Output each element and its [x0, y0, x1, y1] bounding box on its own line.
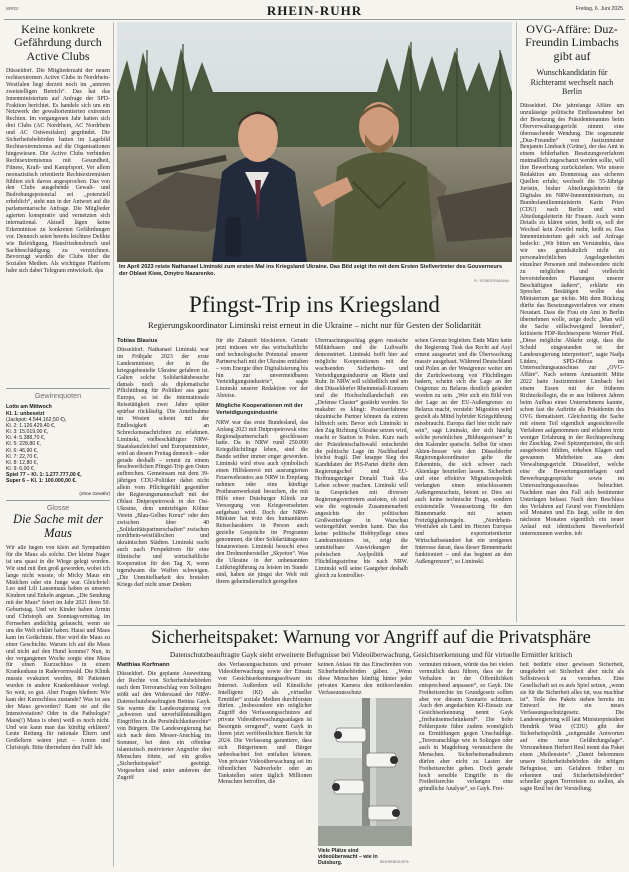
lotto-line: Kl. 8: 12,80 €, — [6, 459, 39, 466]
camera-photo-illustration — [318, 698, 412, 846]
lotto-top-rule — [6, 388, 110, 389]
main-author: Tobias Blasius — [117, 338, 158, 344]
glosse-body: Wir alle hegen von klein auf Sympathien für die Maus als solche. Der kleine Nager ist uns quasi in die Wiege gelegt worden. Wir sind mit ihm groß geworden, wobei ich lange nicht wusste, ob Micky Maus ein Mädchen oder ein Junge war. Gleichviel: Leo und Lili Lausemaus haben es unseren Kindern und Enkeln angetan. „Die Sendung mit der Maus“ feiert im Jahr 2021 ihren 50. Geburtstag. Und wir Kinder haben Armin und Christoph am Sonntagvormittag im Fernsehen andächtig gelauscht, wenn sie uns die Welt erklärt haben. Hausi und Maus kam im Gedächtnis. Hier wird die Maus zu einer Geschichte. Warum ich auf die Maus und nicht auf den Hund komme? Nun, in der vergangenen Woche sorgte eine Maus für einen Kurzschluss in einem Krankenhaus in Radevormwald. Die Klinik musste evakuiert werden, 80 Patienten wurden in andere Krankenhäuser verlegt. So weit, so gut. Aber Fragen bleiben: Wie kam der Kurzschluss zustande? Was ist aus der Maus geworden? Kam sie auf die Intensivstation? Oder in die Pathologie? Maus(!) Maus is oben) weiß es noch nicht. Und wie kann man das künftig erklären? Leute Rettung für rationale Eltern und Großeltern wären jetzt – Armin und Christoph. Bitte übernehmt den Fall! hds — [6, 545, 110, 752]
masthead-left-tag: WRGI — [6, 6, 19, 11]
lotto-subheading: Lotto am Mittwoch — [6, 404, 52, 410]
bottom-article-rule — [117, 625, 625, 626]
main-col-2-subhead: Mögliche Kooperationen mit der Verteidigungsindustrie — [216, 403, 303, 416]
main-photo-illustration — [117, 22, 512, 262]
bottom-headline: Sicherheitspaket: Warnung vor Angriff auf die Privatsphäre — [151, 628, 591, 648]
main-col-4: schen Grenze begleiten. Ende März hatte die Regierung Tusk das Recht auf Asyl erneut ausgesetzt und die Überwachung massiv ausgebaut. Während Deutschland und Polen an der Westgrenze weiter um die Zurückweisung von Flüchtlingen hadern, scheint sich die Lage an der Ostgrenze zu Belarus deutlich geändert worden zu sein. „Wer sich ein Bild von der Lage an der EU-Außengrenze zu Belarus macht, versteht: Migration wird gezielt als Mittel hybrider Kriegsführung missbraucht. Europa darf hier nicht naiv sein“, sagt Liminski, der sich häufig solche persönlichen „Bildungsreisen“ in den Kalender quetscht. Selbst für einen Akten-fresser wie den Düsseldorfer Regierungskoordinator gelte die Erkenntnis, die sich schwer nach Aktenlage beurteilen lassen. Sicherheit und eine effektive Migrationspolitik verlangten einen entschlossenen Außengrenzschutz, betont er. Dies sei auch keine technische Frage, sondern existenzielle Voraussetzung für den Binnenmarkt mit seinen Freizügigkeitsregeln. „Nordrhein-Westfalen als Land im Herzen Europas und exportorientierter Wirtschaftsstandort hat ein ureigenes Interesse daran, dass dieser Binnenmarkt funktioniert – und das beginnt an den Außengrenzen“, so Liminski. — [415, 338, 512, 565]
lotto-line: Kl. 6: 46,90 €, — [6, 447, 39, 454]
bottom-col-2: des Verfassungsschutzes und privater Videoüberwachung sowie der Einsatz von Gesichtserkennungssoftware im Internet. Außerdem soll Künstliche Intelligenz (KI) als „virtueller Ermittler“ soziale Medien durchforsten dürfen. „Insbesondere ein möglicher Zugriff des Verfassungsschutzes auf private Videoüberwachungsanlagen ist Besorgnis erregend“, warnt Gayk in ihrem jetzt veröffentlichten Bericht für 2024. Die Verfassung garantiere, dass sich Bürgerinnen und Bürger unbeobachtet frei entfalten können. Von privater Videoüberwachung sei im öffentlichen Nahverkehr oder an Tankstellen seien täglich Millionen Menschen betroffen, die — [218, 662, 312, 786]
lotto-line: Kl. 4: 5.388,70 €, — [6, 435, 46, 442]
lotto-line: Spiel 77 – Kl. 1: 1.277.777,00 €, — [6, 471, 82, 478]
bottom-col-1: Düsseldorf. Die geplante Ausweitung der Rechte von Sicherheitsbehörden nach dem Terroranschlag von Solingen stößt auf den Widerstand der NRW-Datenschutzbeauftragten Bettina Gayk. Sie warnte die Landesregierung vor „schweren und unverhältnismäßigen Eingriffen in die Persönlichkeitsrechte“ von Bürgern. Die Landesregierung hat sich nach dem Messer-Anschlag im Sommer, bei dem ein offenbar islamistisch motivierter Angreifer drei Menschen tötete, auf ein großes „Sicherheitspaket“ geeinigt. Vorgesehen sind unter anderem der Zugriff — [117, 671, 211, 781]
bottom-subheadline: Datenschutzbeauftragte Gayk sieht erweiterte Befugnisse bei Videoüberwachung, Gesichtserkennung und für virtuelle Ermittler kritisch — [169, 650, 573, 659]
bottom-col-4: vermuten müssen, würde das bei vielen vermutlich dazu führen, dass sie ihr Verhalten in der Öffentlichkeit entsprechend anpassen“, so Gayk. Die Freiheitsrechte im Grundgesetz sollten aber vor diesem Szenario schützen. Auch den angedachten KI-Einsatz zur Gesichtserkennung nennt Gayk „freiheitseinschränkend“. Die hohe Fehlerquote führe zudem womöglich zu Ermittlungen gegen Unschuldige. „Terroranschläge wie in Solingen oder auch in Magdeburg verunsichern die Menschen. Sicherheitsmaßnahmen dürfen aber nicht zu Lasten der Freiheitsrechte gehen. Doch gerade hoch sensible Eingriffe in die Freiheitsrechte verlangen eine gründliche Analyse“, so Gayk. Frei- — [419, 662, 513, 793]
bottom-col-5: heit bedürfe einer gewissen Sicherheit, umgekehrt sei Sicherheit aber nicht als Selbstzweck zu verstehen. Eine Gesellschaft sei es aufs Spiel setzen, „wenn sie für die Sicherheit alles tut, was machbar ist“. Teile des Pakets stehen bereits im Entwurf für ein neues Verfassungsschutzgesetz. Die Landesregierung will laut Ministerpräsident Hendrik Wüst (CDU) gibt der Sicherheitspolitik „zeitgemäße Antworten auf eine neue Gefährdungslage“. Vorzunehmen Herbert Reul nennt das Paket einen „Meilenstein“. „Damit bekommen unsere Sicherheitsbehörden die nötigen Befugnisse, um Gefahren früher zu erkennen und Sicherheitsbehörden“ schneller gegen Terroristen zu stellen, als sagte Reul bei der Vorstellung. — [520, 662, 624, 793]
main-photo-credit: R. SONDERMANN — [474, 279, 509, 283]
lotto-line: Kl. 9: 6,00 €, — [6, 465, 36, 472]
bottom-col-3: keinen Anlass für das Einschreiten von Sicherheitsbehörden gäben. „Wenn diese Menschen künftig hinter jeder privaten Kamera den mithorchenden Verfassungsschutz — [318, 662, 412, 694]
main-photo-caption-text: Im April 2023 reiste Nathanael Liminski zum ersten Mal ins Kriegsland Ukraine. Das Bild zeigt ihn mit dem Ersten Stellvertreter des Gouverneurs der Oblast Kiew, Dmytro Nazarenko. — [119, 264, 503, 277]
glosse-top-rule — [6, 500, 110, 501]
lotto-line: Kl. 5: 228,80 €, — [6, 441, 41, 448]
glosse-label: Glosse — [46, 503, 70, 512]
right-article-body: Düsseldorf. Die jahrelange Affäre um unzulässige politische Einflussnahme bei der Besetzung des Präsidentenamtes beim Oberverwaltungsgericht nimmt eine überraschende Wendung. Die sogenannte „Duz-Freundin“ von Justizminister Benjamin Limbach (Grüne), der das Amt in einem fehlerhaften Besetzungsverfahren mutmaßlich zugeschanzt werden sollte, will ihre Bewerbung zurückziehen. Wie unsere Redaktion am Donnerstag aus sicheren Quellen erfuhr, wechselt die 55-Jährige Juristin, bisher Abteilungsleiterin für Digitales im NRW-Innenministerium, zu Bundesfamilienministerin Karin Prien (CDU) nach Berlin und wird Abteilungsleiterin für Frauen. Auch wenn Details zu klären seien, heißt es, soll der Wechsel kein Zweifel mehr, heißt es. Das Innenministerium gab sich auf Anfrage bedeckt: „Wir bitten um Verständnis, dass wir uns grundsätzlich nicht zu personalrechtlichen Angelegenheiten einzelner Personen und insbesondere nicht zu möglichen und vielleicht bevorstehenden Planungen unserer Beschäftigten äußern“, erklärte ein Sprecher. Bestätigen wollte das Ministerium gar nichts. Mit dem Rückzug dürfte das Besetzungsverfahren vor einem Neustart. Dass die Frau ein Amt in Berlin übernehmen wolle, zeige doch: „Man will die Sache stillschweigend beenden“, kritisierte FDP-Rechtsexperte Werner Pfeil. „Diese mögliche Abkehr zeigt, dass die Schuld eingestanden ist der Landesregierung interpretiert“, sagte Nadja Lüders, SPD-Obfrau im Untersuchungsausschuss zur „OVG-Affäre“. Nach seinem Amtsantritt Mitte 2022 hatte Justizminister Limbach bei einem Essen mit der früheren Richterkollegin, die er aus früheren Jahren beim Aufbau eines Unternehmens kannte, schon fast die Auftritte als Präsidentin des OVG thematisiert. Gleichzeitig die Sache mit einem Teil eigentlich angesichtsvolle Verfahren aufgenommen und erfahren trotz weniger Erfahrung in der Rechtsprechung der Zuschlag. Zwei Spitzenjuristen, die sich ausgebootet fühlten, erheben Klagen und gewannen Mehrheiten aus dem Verwaltungsgericht Düsseldorf, welche eine die Bewertungsunterlagen und Bewerbungsgespräche sowie im Untersuchungsausschuss beleuchtet. Nachdem man den Fall sich bestimmter Unterlagen befasst. Nach dem Beschluss des Verfahren auf Grund von Formfehlern soll Monaten und Eis liegt, sollte in den nächsten Monaten eigentlich ein neuer Anlauf mit identischem Bewerberfeld unternommen werden. tob — [520, 103, 624, 538]
right-headline: OVG-Affäre: Duz-Freundin Limbachs gibt auf — [525, 22, 619, 63]
main-col-3: Überraschungsschlag gegen russische Militärbasen und die Luftwaffe demonstriert. Liminski hofft hier auf mögliche Kooperationen mit der wachsenden Sicherheits- und Verteidigungsindustrie an Rhein und Ruhr. In NRW soll schließlich und um den Düsseldorfer Rheinmetall-Konzern und die Hochschullandschaft ein „Defense Cluster“ gestärkt werden. So makaber es klingt: Praxiserfahrene ukrainische Partner können da extrem hilfreich sein. Bevor sich Liminski in den Zug Richtung Ukraine setzen wird, macht er Station in Polen. Kurz nach der Präsidentschaftswahl entscheidet die politische Lage im Nachbarland höchst fragil. Der knappe Sieg des Kandidaten der PiS-Partei dürfte dem Regierungschef und EU-Hoffnungsträger Donald Tusk das Leben schwer machen. Liminski will in Gesprächen mit diversen Regierungsvertretern ausloten, ob und wie die regionale Zusammenarbeit angesichts der politischen Großwetterlage in Warschau weitergeführt werden kann. Das das keine politische Hobbypflege eines Landesministers ist, zeigt die unmittelbare Auswirkungen der polnischen Asylpolitik auf Flüchtlingsströme bis nach NRW. Liminski will seine Gastgeber deshalb gleich zu kontrollier- — [315, 338, 408, 579]
lotto-line: Kl. 2: 1.126.429,40 €, — [6, 423, 56, 430]
main-col-2-text: für die Zukunft blockieren. Gerade jetzt müssen wir das wirtschaftliche und technologische Potenzial unserer Partnerschaft mit der Ukraine entfalten – vom Energie über Digitalisierung bis hin zur unvermeidbaren Verteidigungsindustrie“, sagte Liminski unserer Redaktion vor der Abreise. — [216, 338, 308, 400]
glosse-headline: Die Sache mit der Maus — [13, 512, 103, 540]
camera-photo-caption: Viele Plätze sind videoüberwacht – wie in Duisburg. — [318, 848, 378, 867]
lotto-line: (Jackpot: 4.544.162,50 €), — [6, 417, 67, 424]
main-col-2b-text: NRW war das erste Bundesland, das Anfang 2023 mit Dnipropetrowsk eine Regionalpartnerschaft geschlossen hatte. Da in NRW rund 250.000 Kriegsflüchtlinge leben, sind die Bande seither immer enger geworden. Liminski wird etwa auch symbolisch einen Hilfskonvoi mit ausrangierten Feuerwehrautos aus NRW in Empfang nehmen oder eine künftige Prothesenwerkstatt besuchen, die mit Hilfe einer Duisburger Klinik zur Versorgung von Kriegsversehrten aufgebaut wird. Doch der NRW-Minister hat trotz des humanitären Reisecharakters in Person auch gezielte Gespräche im Programm genommen, die über Solidaritätsgesten hinausweisen. Liminski besucht etwa den Drohnenhersteller „Skyeton“. Was die Ukraine in der unbenannten Luftkriegführung zu leisten im Stande sind, haben sie jüngst der Welt mit ihrem geheimdienstlich geregelten — [216, 419, 308, 585]
main-photo — [117, 22, 512, 262]
lotto-note: (ohne Gewähr) — [79, 491, 110, 496]
main-subheadline: Regierungskoordinator Liminski reist erneut in die Ukraine – nicht nur für Gesten der Solidarität — [148, 320, 481, 330]
main-col-2 — [216, 338, 308, 621]
lotto-line: Kl. 7: 22,70 €, — [6, 453, 39, 460]
left-headline: Keine konkrete Gefährdung durch Active Clubs — [14, 22, 102, 63]
masthead-rule — [4, 19, 625, 20]
right-subheadline: Wunschkandidatin für Richteramt wechselt nach Berlin — [530, 68, 614, 97]
lotto-line: Kl. 3: 15.019,00 €, — [6, 429, 49, 436]
lotto-line: Super 6 – Kl. 1: 100.000,00 €. — [6, 478, 77, 485]
bottom-author: Matthias Korfmann — [117, 662, 170, 668]
left-article-body: Düsseldorf. Die Mitgliederzahl der neuen rechtsextremen Active Clubs in Nordrhein-Westfalen liegt derzeit noch im „unteren zweistelligen Bereich“. Das hat das Innenministerium auf Anfrage der SPD-Fraktion berichtet. Es handele sich um ein Netzwerk der gewaltorientierten extremen Rechten. Im vergangenen Jahr hatten sich drei Clubs (AC Nordrhein, AC Nordrhein und AC Ostwestfalen) gegründet. Die Sicherheitsbehörden hatten im Lagebild Rechtsextremismus auf die Organisationen hingewiesen. Die Active Clubs verbinden Rechtsextremismus mit Gesundheit, Fitness, Kraft- und Kampfsport. Vor allem neonazistisch orientierte Rechtsextremisten fühlten sich davon angesprochen. Das von den Clubs ausgehende Gewalt- und Bedrohungspotenzial sei „potenziell erheblich“, steht nun in der Antwort auf die parlamentarische Anfrage. Die Mitglieder agierten konspirativ und vernetzten sich international. Aktuell lägen keine Erkenntnisse zu konkreten Gefährdungen vor. Dennoch seien bereits leichtere Delikte wie Beleidigung, Hausfriedensbruch und Sachbeschädigung zu verzeichnen. Bevorzugt wurden die Clubs über die Sozialen Medien. Als wichtigste Plattform habe sich dabei Telegram entwickelt. dpa — [6, 68, 110, 275]
main-col-1: Düsseldorf. Nathanael Liminski war im Frühjahr 2023 der erste Landesminister, der in die kriegsgebeutelte Ukraine gefahren ist. Galten solche Solidaritätsbesuche damals noch als diplomatische Pflichtübung für Politiker aus ganz Europa, so ist die internationale Reisetätigkeit zwei Jahre später spürbar rückläufig. Die Anteilnahme im Westen scheint mit der Endlosigkeit an Schreckensnachrichten zu erlahmen. Liminski, vielbeschäftigter NRW-Staatskanzleichef und Europaminister, wird an diesem Freitag dennoch – oder gerade deshalb – erneut zu einem beschwerlichen Pfingst-Trip gen Osten aufbrechen. Gemeinsam mit dem 39-jährigen CDU-Politiker dabei nicht allein vom Pflichtgefühl gegenüber der Regierungsmannschaft mit der Oblast Dnipropetrowsk in der Ost-Ukraine, dem umtriebigen Kölner Verein „Blau-Gelbes Kreuz“ oder den zwischen über 40 „Solidaritätspartnerschaften“ zwischen nordrhein-westfälischen und ukrainischen Städten. Liminski sucht auch nach Perspektiven für eine filmtische und wirtschaftliche Kooperation für den Tag X, wenn irgendwann die Waffen schweigen. „Die Unmittelbarkeit des brutalen Kriegs darf nicht unser Denken — [117, 347, 209, 588]
left-column-divider — [113, 22, 114, 867]
camera-photo-credit: BEHRENDS/DPA — [380, 860, 409, 864]
main-photo-caption — [119, 264, 509, 278]
camera-photo — [318, 698, 412, 846]
lotto-lines — [6, 411, 110, 484]
lotto-line: Kl. 1: unbesetzt — [6, 411, 45, 417]
main-headline: Pfingst-Trip ins Kriegsland — [189, 292, 440, 317]
right-column-divider — [516, 22, 517, 622]
section-title: RHEIN-RUHR — [266, 3, 363, 18]
page-date: Freitag, 6. Juni 2025 — [575, 6, 623, 12]
lotto-heading: Gewinnquoten — [34, 391, 82, 400]
